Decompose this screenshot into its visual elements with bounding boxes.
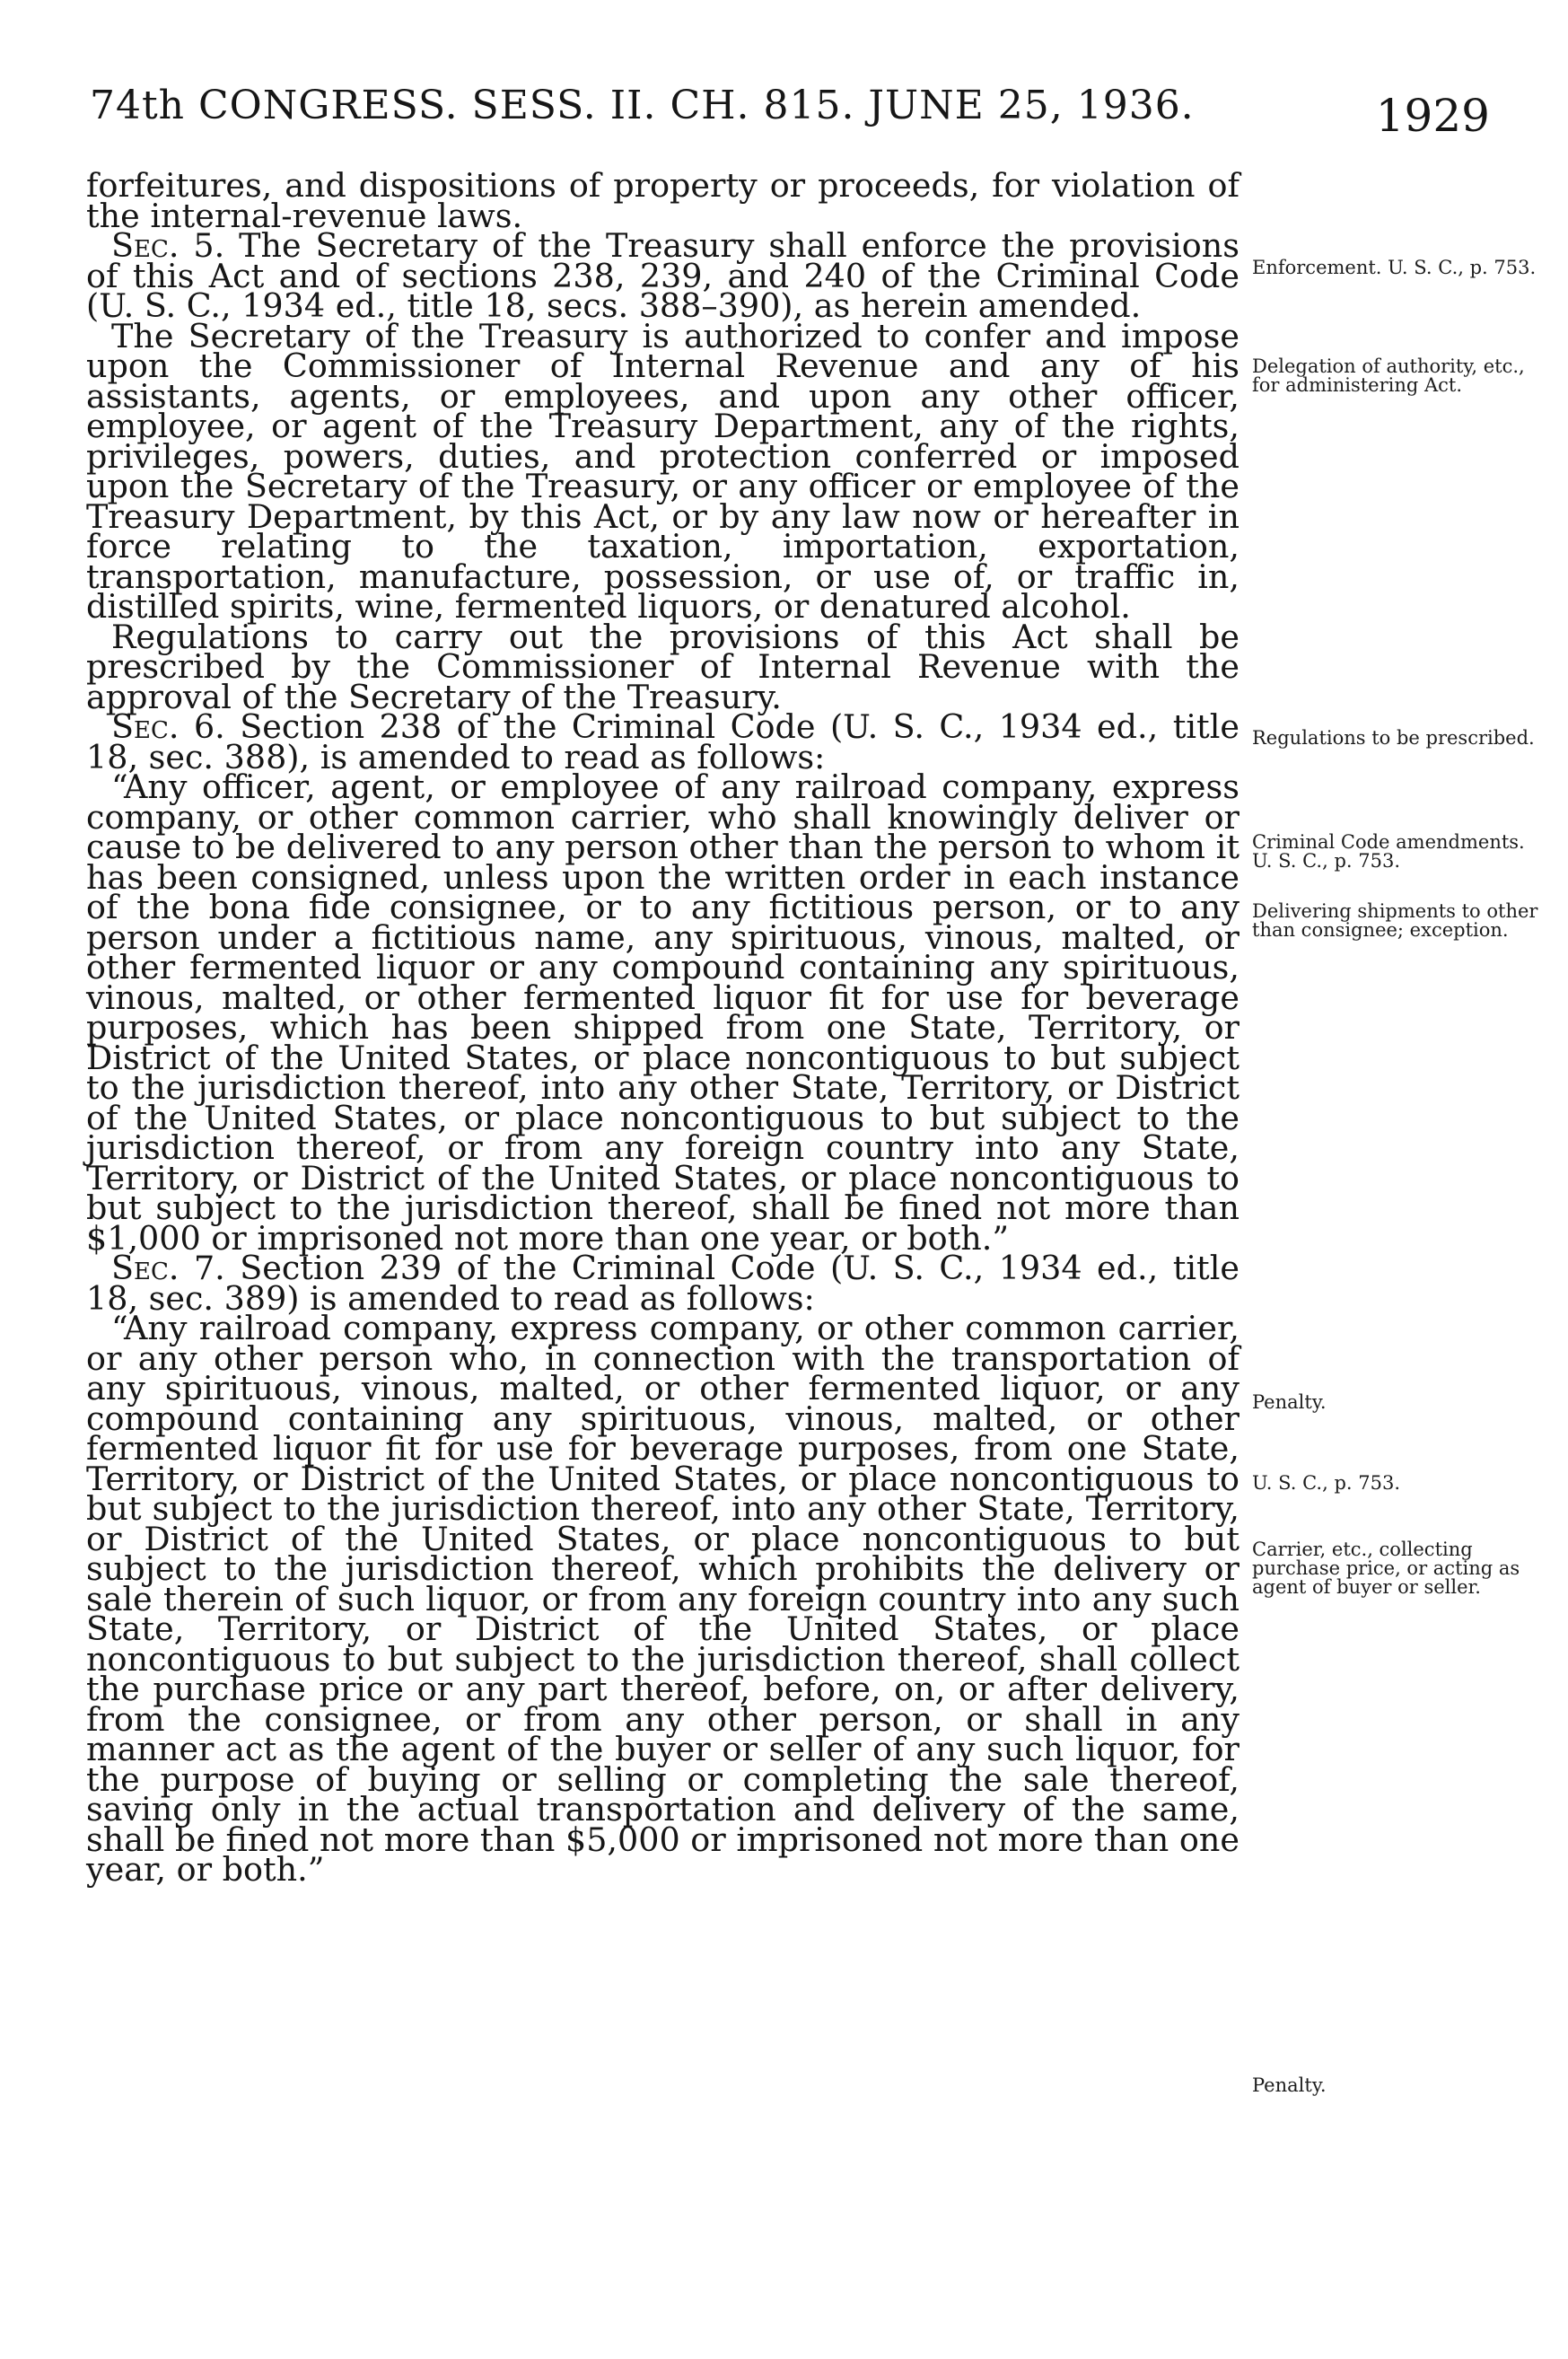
running-head: 74th CONGRESS. SESS. II. CH. 815. JUNE 25, 1936. bbox=[90, 83, 1195, 128]
paragraph-section-238: “Any officer, agent, or employee of any railroad company, express company, or other common carrier, who shall knowingly deliver or cause to be delivered to any person other than the person to whom it has been consigned, unless upon the written order in each instance of the bona fide consignee, or to any fictitious person, or to any person under a fictitious name, any spirituous, vinous, malted, or other fermented liquor or any compound containing any spirituous, vinous, malted, or other fermented liquor fit for use for beverage purposes, which has been shipped from one State, Territory, or District of the United States, or place noncontiguous to but subject to the jurisdiction thereof, into any other State, Territory, or District of the United States, or place noncontiguous to but subject to the jurisdiction thereof, or from any foreign country into any State, Territory, or District of the United States, or place noncontiguous to but subject to the jurisdiction thereof, shall be fined not more than $1,000 or imprisoned not more than one year, or both.” bbox=[86, 767, 1240, 1258]
margin-note-penalty: Penalty. bbox=[1252, 1391, 1327, 1413]
paragraph-sec-7-text: Section 239 of the Criminal Code (U. S. C., 1934 ed., title 18, sec. 389) is amended to read as follows: bbox=[86, 1249, 1240, 1318]
margin-note-usc: U. S. C., p. 753. bbox=[1252, 1472, 1401, 1494]
body-text bbox=[86, 166, 1240, 1889]
section-label: Sec. 7. bbox=[111, 1249, 225, 1287]
paragraph-section-239: “Any railroad company, express company, or other common carrier, or any other person who, in connection with the transportation of any spirituous, vinous, malted, or other fermented liquor, or any compound containing any spirituous, vinous, malted, or other fermented liquor fit for use for beverage purposes, from one State, Territory, or District of the United States, or place noncontiguous to but subject to the jurisdiction thereof, into any other State, Territory, or District of the United States, or place noncontiguous to but subject to the jurisdiction thereof, which prohibits the delivery or sale therein of such liquor, or from any foreign country into any such State, Territory, or District of the United States, or place noncontiguous to but subject to the jurisdiction thereof, shall collect the purchase price or any part thereof, before, on, or after delivery, from the consignee, or from any other person, or shall in any manner act as the agent of the buyer or seller of any such liquor, for the purpose of buying or selling or completing the sale thereof, saving only in the actual transportation and delivery of the same, shall be fined not more than $5,000 or imprisoned not more than one year, or both.” bbox=[86, 1309, 1240, 1889]
margin-note-enforcement: Enforcement. U. S. C., p. 753. bbox=[1252, 257, 1537, 278]
margin-note-regulations: Regulations to be prescribed. bbox=[1252, 727, 1535, 749]
page-number: 1929 bbox=[1375, 90, 1490, 142]
page-header bbox=[90, 83, 1490, 154]
paragraph-forfeitures: forfeitures, and dispositions of property or proceeds, for violation of the internal-revenue laws. bbox=[86, 166, 1240, 235]
section-label: Sec. 6. bbox=[111, 707, 225, 746]
margin-note-penalty-2: Penalty. bbox=[1252, 2074, 1327, 2096]
margin-note-carrier: Carrier, etc., collecting purchase price, or acting as agent of buyer or seller. bbox=[1252, 1539, 1520, 1598]
paragraph-sec-6-text: Section 238 of the Criminal Code (U. S. C., 1934 ed., title 18, sec. 388), is amended to read as follows: bbox=[86, 707, 1240, 776]
paragraph-sec-5 bbox=[86, 226, 1240, 325]
paragraph-regulations: Regulations to carry out the provisions of this Act shall be prescribed by the Commissioner of Internal Revenue with the approval of the Secretary of the Treasury. bbox=[86, 617, 1240, 716]
paragraph-delegation: The Secretary of the Treasury is authorized to confer and impose upon the Commissioner of Internal Revenue and any of his assistants, agents, or employees, and upon any other officer, employee, or agent of the Treasury Department, any of the rights, privileges, powers, duties, and protection conferred or imposed upon the Secretary of the Treasury, or any officer or employee of the Treasury Department, by this Act, or by any law now or hereafter in force relating to the taxation, importation, exportation, transportation, manufacture, possession, or use of, or traffic in, distilled spirits, wine, fermented liquors, or denatured alcohol. bbox=[86, 316, 1240, 626]
paragraph-sec-6 bbox=[86, 707, 1240, 776]
paragraph-sec-7 bbox=[86, 1249, 1240, 1318]
margin-note-criminal-code: Criminal Code amendments. U. S. C., p. 753. bbox=[1252, 831, 1525, 872]
paragraph-sec-5-text: The Secretary of the Treasury shall enforce the provisions of this Act and of sections 238, 239, and 240 of the Criminal Code (U. S. C., 1934 ed., title 18, secs. 388–390), as herein amended. bbox=[86, 226, 1240, 325]
section-label: Sec. 5. bbox=[111, 226, 225, 265]
margin-note-delivering-shipments: Delivering shipments to other than consignee; exception. bbox=[1252, 900, 1538, 941]
margin-note-delegation: Delegation of authority, etc., for administering Act. bbox=[1252, 355, 1525, 396]
